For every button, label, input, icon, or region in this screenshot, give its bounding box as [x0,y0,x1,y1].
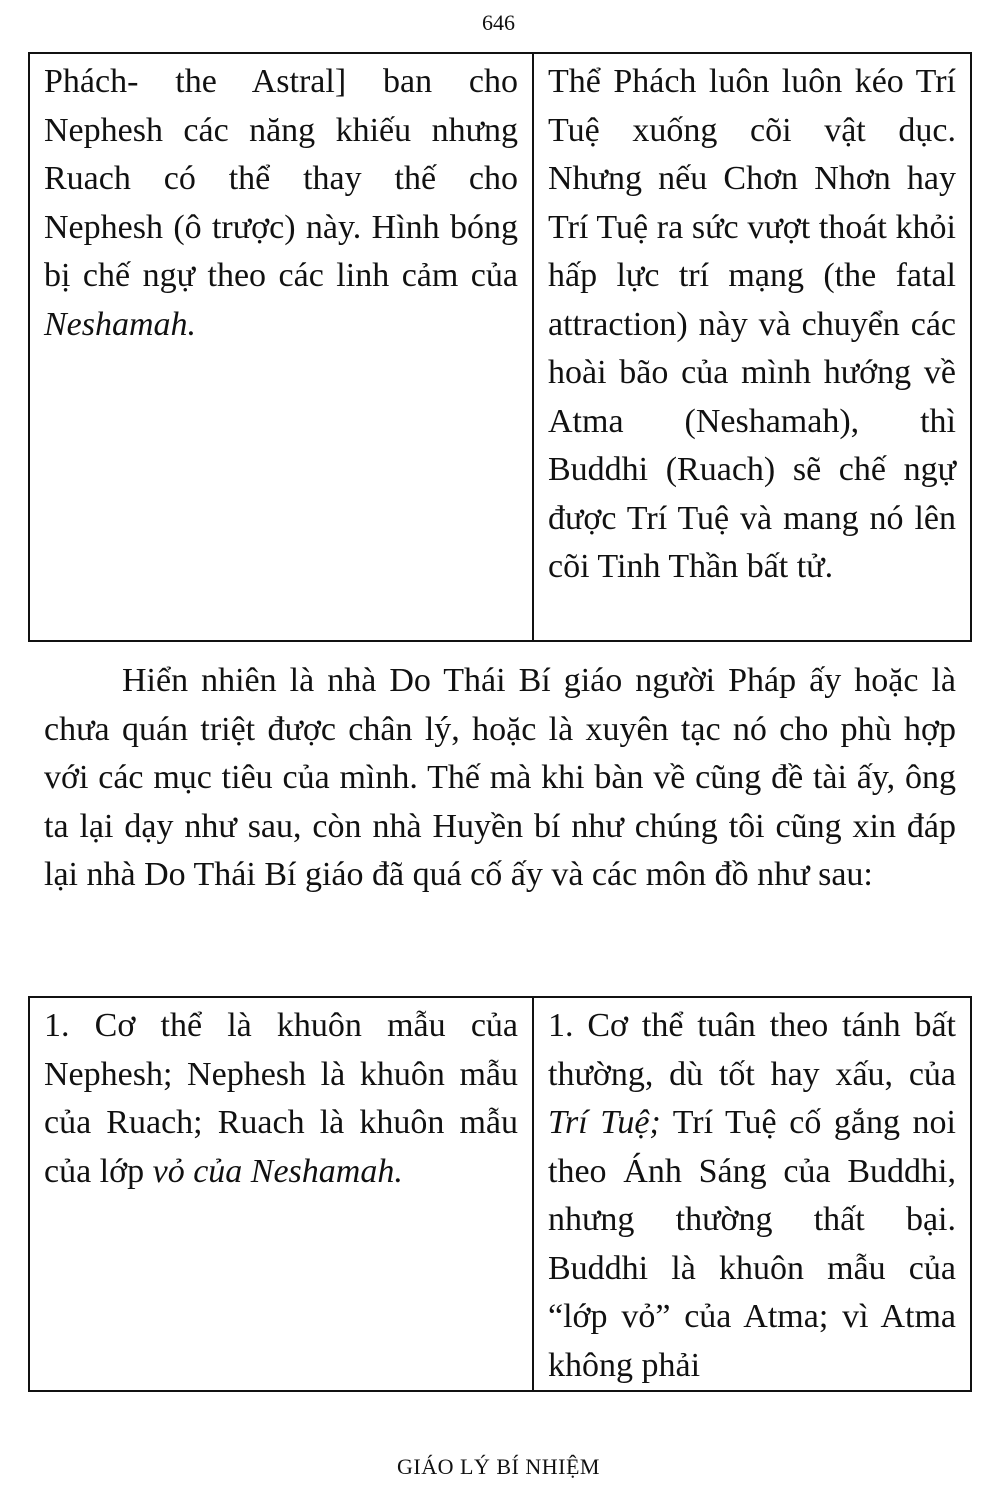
table-cell-right [533,53,971,641]
comparison-table-1 [28,52,972,642]
table-cell-right [533,997,971,1391]
table-cell-left [29,53,533,641]
cell-italic-text: vỏ của Neshamah. [152,1152,403,1190]
cell-italic-text: Neshamah. [44,305,197,343]
cell-text: 1. Cơ thể tuân theo tánh bất thường, dù tốt hay xấu, của [548,1007,956,1093]
table-cell-left [29,997,533,1391]
comparison-table-2 [28,996,972,1392]
running-footer: GIÁO LÝ BÍ NHIỆM [397,1454,600,1479]
table-row [29,53,971,641]
page-number: 646 [482,10,515,35]
body-paragraph: Hiển nhiên là nhà Do Thái Bí giáo người Pháp ấy hoặc là chưa quán triệt được chân lý, hoặc là xuyên tạc nó cho phù hợp với các mục tiêu của mình. Thế mà khi bàn về cũng đề tài ấy, ông ta lại dạy như sau, còn nhà Huyền bí như chúng tôi cũng xin đáp lại nhà Do Thái Bí giáo đã quá cố ấy và các môn đồ như sau: [44,662,956,893]
cell-text: Trí Tuệ cố gắng noi theo Ánh Sáng của Buddhi, nhưng thường thất bại. Buddhi là khuôn mẫu của “lớp vỏ” của Atma; vì Atma không phải [548,1104,956,1384]
cell-text: Phách- the Astral] ban cho Nephesh các năng khiếu nhưng Ruach có thể thay thế cho Nephesh (ô trược) này. Hình bóng bị chế ngự theo các linh cảm của [44,63,518,294]
cell-italic-text: Trí Tuệ; [548,1104,661,1141]
table-row [29,997,971,1391]
cell-text: 1. Cơ thể là khuôn mẫu của Nephesh; Nephesh là khuôn mẫu của Ruach; Ruach là khuôn mẫu của lớp [44,1007,518,1190]
cell-text: Thể Phách luôn luôn kéo Trí Tuệ xuống cõi vật dục. Nhưng nếu Chơn Nhơn hay Trí Tuệ ra sức vượt thoát khỏi hấp lực trí mạng (the fatal attraction) này và chuyển các hoài bão của mình hướng về Atma (Neshamah), thì Buddhi (Ruach) sẽ chế ngự được Trí Tuệ và mang nó lên cõi Tinh Thần bất tử. [548,63,956,585]
